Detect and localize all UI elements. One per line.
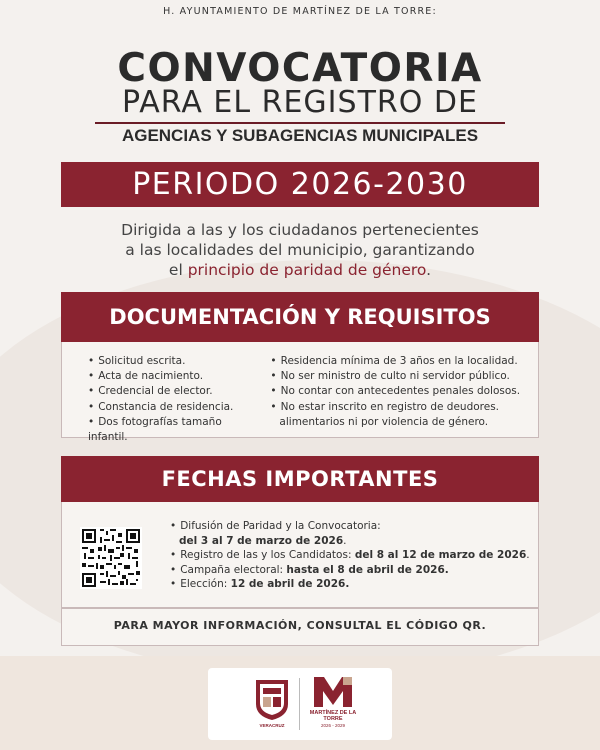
list-item: • No ser ministro de culto ni servidor público. [270, 369, 528, 384]
list-item [170, 548, 530, 563]
intro-paridad-emphasis: principio de paridad de género [187, 261, 427, 279]
qr-info-note: PARA MAYOR INFORMACIÓN, CONSULTAL EL CÓDIGO QR. [113, 619, 487, 632]
list-item [170, 519, 530, 534]
intro-line-3-suffix: . [426, 261, 432, 279]
intro-line-1: Dirigida a las y los ciudadanos pertenecientes [121, 221, 479, 239]
fecha-eleccion-label: Elección: [180, 578, 231, 590]
martinez-logo-name: MARTÍNEZ DE LA TORRE [309, 710, 357, 722]
requisitos-banner: DOCUMENTACIÓN Y REQUISITOS [61, 292, 539, 342]
logos-card [208, 668, 392, 740]
requisitos-left-column [88, 354, 256, 445]
fechas-list [170, 519, 530, 592]
fecha-registro-value: del 8 al 12 de marzo de 2026 [354, 549, 527, 561]
fecha-difusion-label: Difusión de Paridad y la Convocatoria: [180, 520, 381, 532]
martinez-logo-years: 2026 - 2029 [320, 723, 346, 728]
title-registro: PARA EL REGISTRO DE [122, 85, 478, 120]
qr-code-icon[interactable] [80, 527, 142, 589]
veracruz-seal-text: VERACRUZ [259, 723, 285, 728]
municipality-header: H. AYUNTAMIENTO DE MARTÍNEZ DE LA TORRE: [163, 6, 437, 17]
fechas-divider [62, 607, 538, 609]
list-item: • No estar inscrito en registro de deudores. [270, 400, 528, 415]
list-item-continuation: alimentarios ni por violencia de género. [279, 415, 489, 428]
fecha-eleccion-value: 12 de abril de 2026. [230, 578, 350, 590]
requisitos-list [88, 354, 528, 445]
fecha-registro-suffix: . [526, 549, 530, 561]
intro-line-2: a las localidades del municipio, garantizando [125, 241, 475, 259]
veracruz-seal-icon [252, 676, 292, 722]
fecha-difusion-value: del 3 al 7 de marzo de 2026 [179, 534, 344, 547]
intro-line-3-prefix: el [168, 261, 188, 279]
requisitos-right-column [270, 354, 528, 445]
list-item: • Dos fotografías tamaño infantil. [88, 415, 256, 445]
list-item: • Residencia mínima de 3 años en la localidad. [270, 354, 528, 369]
fecha-difusion-dates [170, 534, 530, 549]
fecha-difusion-suffix: . [343, 534, 347, 547]
list-item: • No contar con antecedentes penales dolosos. [270, 384, 528, 399]
logo-divider [299, 678, 300, 730]
title-rule [95, 122, 505, 124]
fecha-campana-value: hasta el 8 de abril de 2026. [286, 563, 449, 576]
title-convocatoria: CONVOCATORIA [117, 46, 483, 91]
list-item: • Constancia de residencia. [88, 400, 256, 415]
list-item [170, 577, 530, 592]
list-item: • Acta de nacimiento. [88, 369, 256, 384]
fechas-banner: FECHAS IMPORTANTES [61, 456, 539, 502]
fecha-registro-label: Registro de las y los Candidatos: [180, 549, 355, 561]
intro-line-3 [0, 260, 600, 280]
list-item: • Solicitud escrita. [88, 354, 256, 369]
fecha-campana-label: Campaña electoral: [180, 563, 287, 576]
title-agencias: AGENCIAS Y SUBAGENCIAS MUNICIPALES [121, 126, 479, 145]
list-item: • Credencial de elector. [88, 384, 256, 399]
list-item [170, 563, 530, 578]
martinez-logo-icon [312, 673, 354, 709]
periodo-banner: PERIODO 2026-2030 [61, 162, 539, 207]
intro-text [0, 220, 600, 280]
